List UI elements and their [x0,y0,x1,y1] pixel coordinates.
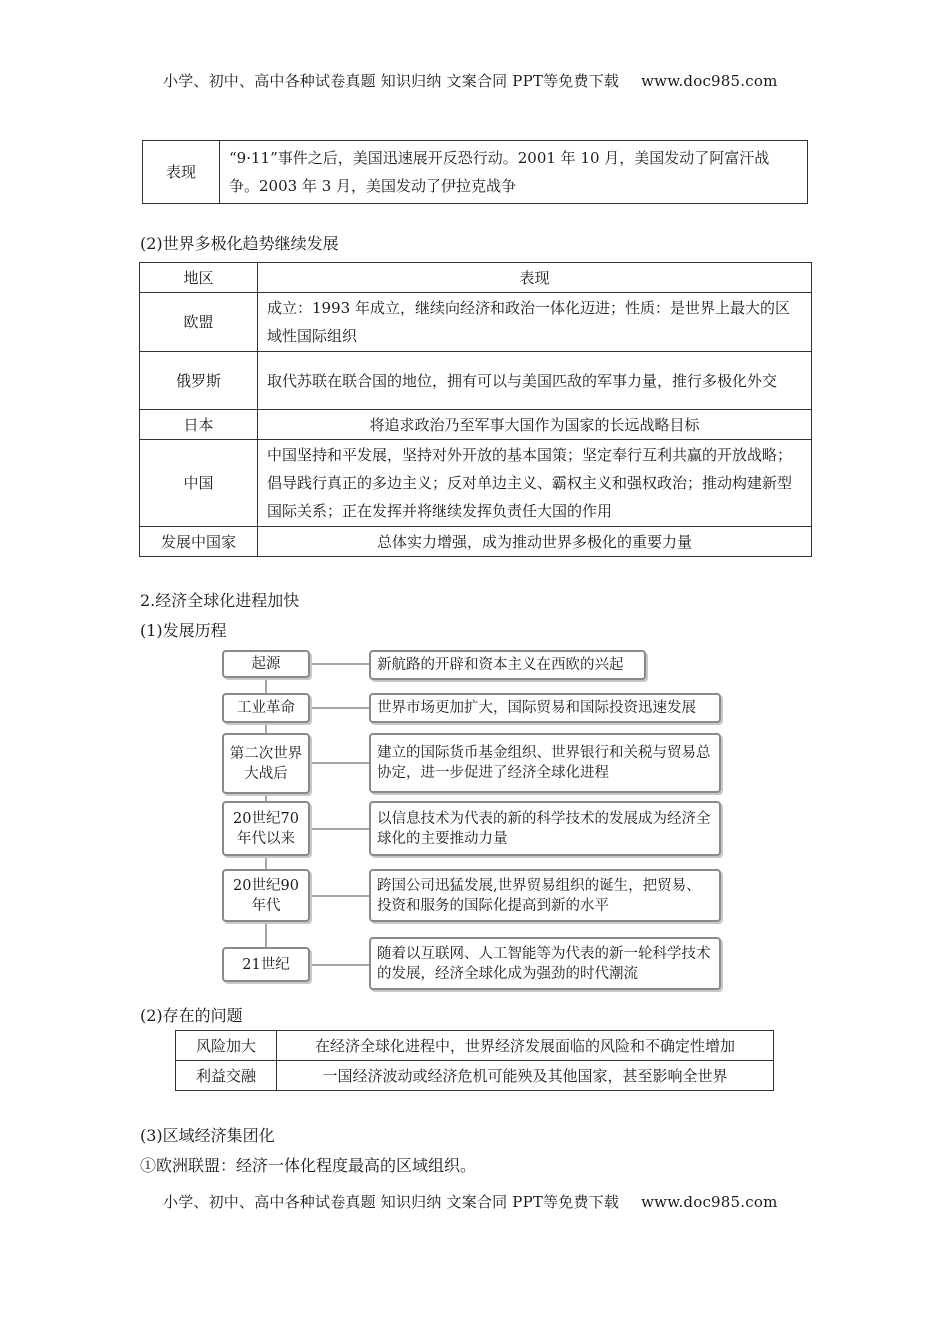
performance-cell: 取代苏联在联合国的地位，拥有可以与美国匹敌的军事力量，推行多极化外交 [258,352,812,410]
table1-label: 表现 [143,141,220,204]
flow-stage-box: 起源 [222,650,310,678]
regional-item-eu: ①欧洲联盟：经济一体化程度最高的区域组织。 [140,1156,477,1175]
flow-stage-box: 工业革命 [222,693,310,723]
multipolar-heading: (2)世界多极化趋势继续发展 [140,234,339,253]
flow-stage-box: 第二次世界大战后 [222,733,310,794]
region-cell: 俄罗斯 [140,352,258,410]
problem-label: 风险加大 [176,1031,277,1061]
development-heading: (1)发展历程 [140,621,227,640]
problem-text: 一国经济波动或经济危机可能殃及其他国家，甚至影响全世界 [277,1061,774,1091]
footer-url: www.doc985.com [641,1193,778,1211]
performance-cell: 成立：1993 年成立，继续向经济和政治一体化迈进；性质：是世界上最大的区域性国际组织 [258,293,812,352]
flow-stage-box: 21世纪 [222,947,310,982]
col-region-header: 地区 [140,263,258,293]
flow-desc-box: 世界市场更加扩大，国际贸易和国际投资迅速发展 [369,693,721,723]
problems-heading: (2)存在的问题 [140,1006,243,1025]
header-text: 小学、初中、高中各种试卷真题 知识归纳 文案合同 PPT等免费下载 [163,72,620,90]
flow-desc-box: 随着以互联网、人工智能等为代表的新一轮科学技术的发展，经济全球化成为强劲的时代潮流 [369,937,721,990]
page-footer [163,1191,778,1212]
regional-heading: (3)区域经济集团化 [140,1126,275,1145]
region-cell: 欧盟 [140,293,258,352]
problem-label: 利益交融 [176,1061,277,1091]
region-cell: 中国 [140,440,258,527]
footer-text: 小学、初中、高中各种试卷真题 知识归纳 文案合同 PPT等免费下载 [163,1193,620,1211]
table1-content: “9·11”事件之后，美国迅速展开反恐行动。2001 年 10 月，美国发动了阿富汗战争。2003 年 3 月，美国发动了伊拉克战争 [220,141,808,204]
region-cell: 发展中国家 [140,527,258,557]
performance-cell: 中国坚持和平发展，坚持对外开放的基本国策；坚定奉行互利共赢的开放战略；倡导践行真正的多边主义；反对单边主义、霸权主义和强权政治；推动构建新型国际关系；正在发挥并将继续发挥负责任大国的作用 [258,440,812,527]
performance-cell: 总体实力增强，成为推动世界多极化的重要力量 [258,527,812,557]
flow-desc-box: 新航路的开辟和资本主义在西欧的兴起 [369,650,646,680]
flow-desc-box: 建立的国际货币基金组织、世界银行和关税与贸易总协定，进一步促进了经济全球化进程 [369,733,721,793]
flow-stage-box: 20世纪70年代以来 [222,801,310,856]
col-performance-header: 表现 [258,263,812,293]
flow-stage-box: 20世纪90年代 [222,869,310,922]
problems-table [175,1030,774,1091]
globalization-heading: 2.经济全球化进程加快 [140,591,300,610]
header-url: www.doc985.com [641,72,778,90]
region-cell: 日本 [140,410,258,440]
flow-desc-box: 跨国公司迅猛发展,世界贸易组织的诞生，把贸易、投资和服务的国际化提高到新的水平 [369,869,721,922]
performance-cell: 将追求政治乃至军事大国作为国家的长远战略目标 [258,410,812,440]
flow-desc-box: 以信息技术为代表的新的科学技术的发展成为经济全球化的主要推动力量 [369,801,721,856]
problem-text: 在经济全球化进程中，世界经济发展面临的风险和不确定性增加 [277,1031,774,1061]
